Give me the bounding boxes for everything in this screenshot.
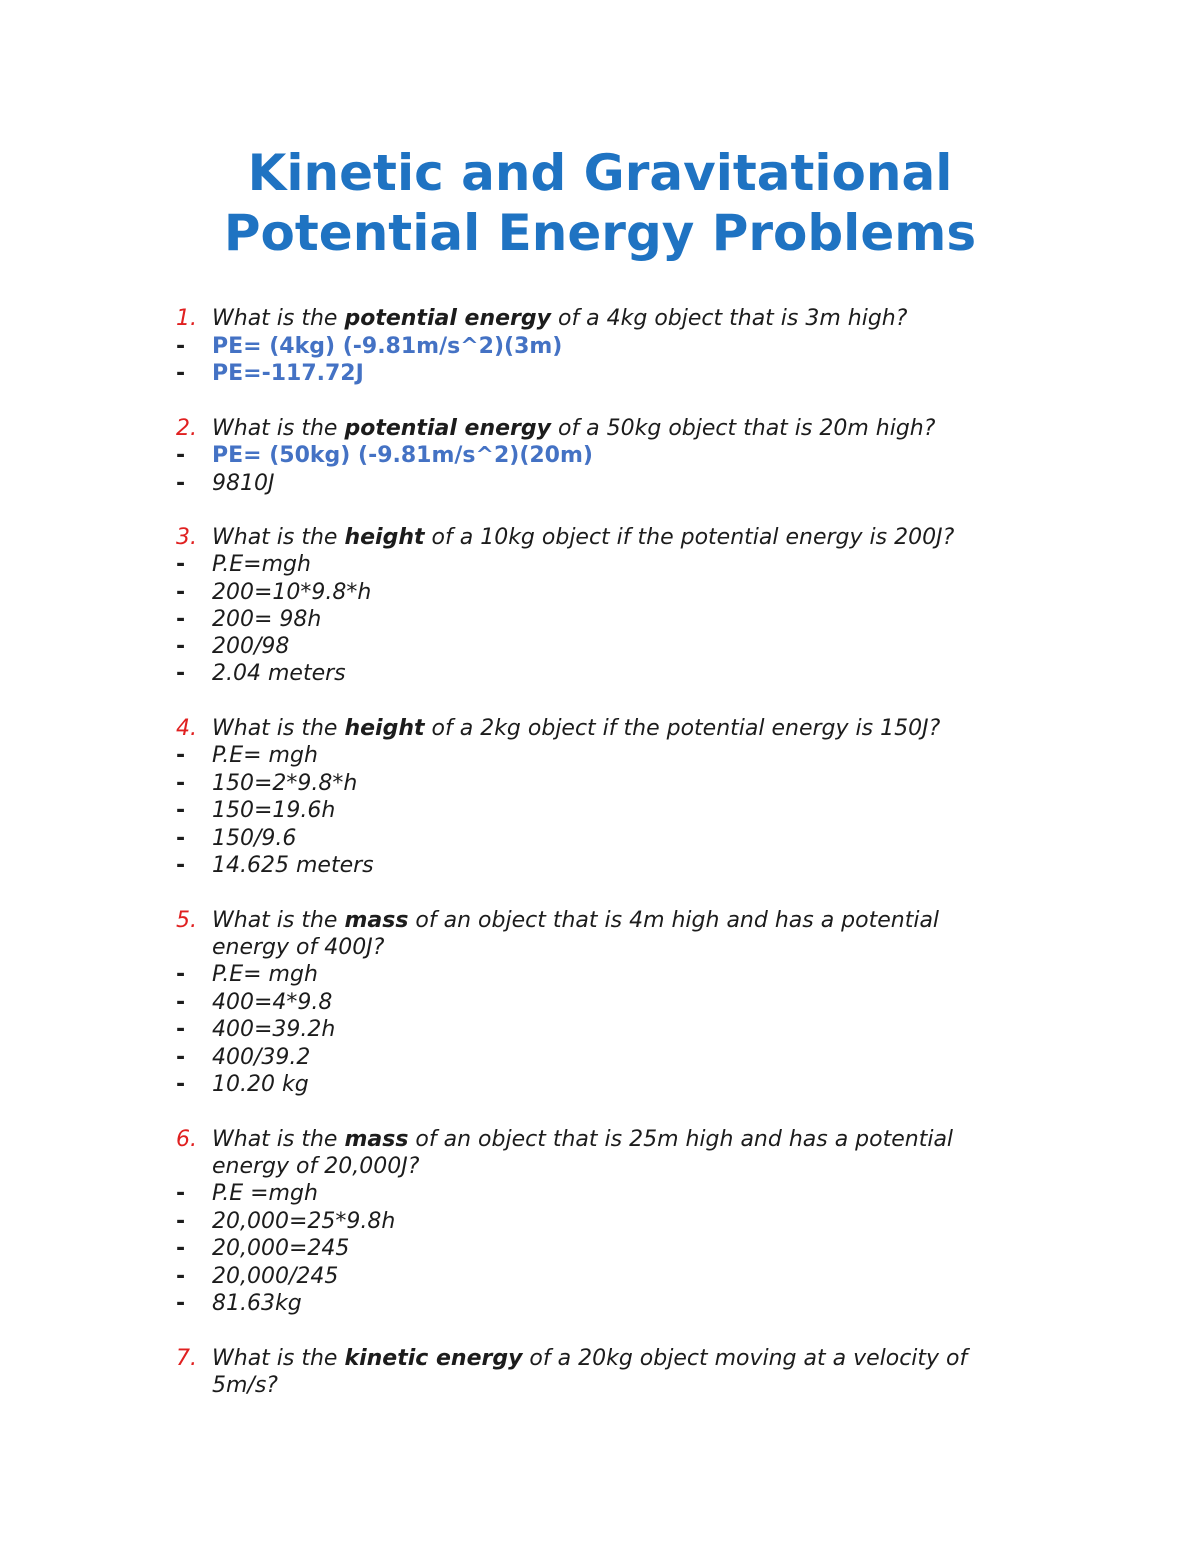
answer-text: 20,000=25*9.8h [212,1209,396,1234]
dash-bullet: - [176,634,186,659]
problem-number: 7. [176,1346,197,1371]
answer-text: 2.04 meters [212,661,346,686]
answer-text: 150=2*9.8*h [212,771,358,796]
dash-bullet: - [176,962,186,987]
answer-text: 150=19.6h [212,798,336,823]
answer-text: P.E =mgh [212,1181,318,1206]
question-text: What is the potential energy of a 50kg object that is 20m high? [212,416,936,441]
question-text: What is the mass of an object that is 25m high and has a potential [212,1127,954,1152]
dash-bullet: - [176,1072,186,1097]
dash-bullet: - [176,1236,186,1261]
question-text: What is the height of a 2kg object if the potential energy is 150J? [212,716,941,741]
answer-text: 400=39.2h [212,1017,336,1042]
answer-text: PE= (50kg) (-9.81m/s^2)(20m) [212,443,593,468]
answer-text: 400/39.2 [212,1045,311,1070]
answer-text: P.E= mgh [212,743,318,768]
answer-text: PE= (4kg) (-9.81m/s^2)(3m) [212,334,563,359]
dash-bullet: - [176,798,186,823]
dash-bullet: - [176,990,186,1015]
dash-bullet: - [176,361,186,386]
dash-bullet: - [176,661,186,686]
question-text: 5m/s? [212,1373,278,1398]
title-line-2: Potential Energy Problems [223,204,977,262]
problem-number: 3. [176,525,197,550]
answer-text: 150/9.6 [212,826,297,851]
answer-text: P.E=mgh [212,552,311,577]
dash-bullet: - [176,334,186,359]
dash-bullet: - [176,552,186,577]
dash-bullet: - [176,1181,186,1206]
dash-bullet: - [176,471,186,496]
dash-bullet: - [176,1045,186,1070]
question-text: What is the kinetic energy of a 20kg object moving at a velocity of [212,1346,968,1371]
question-text: What is the height of a 10kg object if the potential energy is 200J? [212,525,955,550]
dash-bullet: - [176,771,186,796]
answer-text: 81.63kg [212,1291,302,1316]
answer-text: P.E= mgh [212,962,318,987]
dash-bullet: - [176,853,186,878]
question-text: energy of 400J? [212,935,385,960]
answer-text: 20,000/245 [212,1264,339,1289]
question-text: What is the mass of an object that is 4m high and has a potential [212,908,940,933]
dash-bullet: - [176,1017,186,1042]
dash-bullet: - [176,443,186,468]
dash-bullet: - [176,1291,186,1316]
answer-text: PE=-117.72J [212,361,364,386]
problem-number: 4. [176,716,197,741]
title-line-1: Kinetic and Gravitational [247,144,953,202]
answer-text: 200= 98h [212,607,322,632]
question-text: energy of 20,000J? [212,1154,420,1179]
problem-number: 5. [176,908,197,933]
answer-text: 10.20 kg [212,1072,309,1097]
dash-bullet: - [176,743,186,768]
dash-bullet: - [176,607,186,632]
problem-number: 6. [176,1127,197,1152]
question-text: What is the potential energy of a 4kg object that is 3m high? [212,306,908,331]
answer-text: 9810J [212,471,275,496]
answer-text: 14.625 meters [212,853,374,878]
dash-bullet: - [176,1264,186,1289]
answer-text: 200/98 [212,634,290,659]
problem-number: 2. [176,416,197,441]
problem-number: 1. [176,306,197,331]
answer-text: 20,000=245 [212,1236,350,1261]
dash-bullet: - [176,1209,186,1234]
dash-bullet: - [176,580,186,605]
answer-text: 200=10*9.8*h [212,580,372,605]
dash-bullet: - [176,826,186,851]
answer-text: 400=4*9.8 [212,990,333,1015]
